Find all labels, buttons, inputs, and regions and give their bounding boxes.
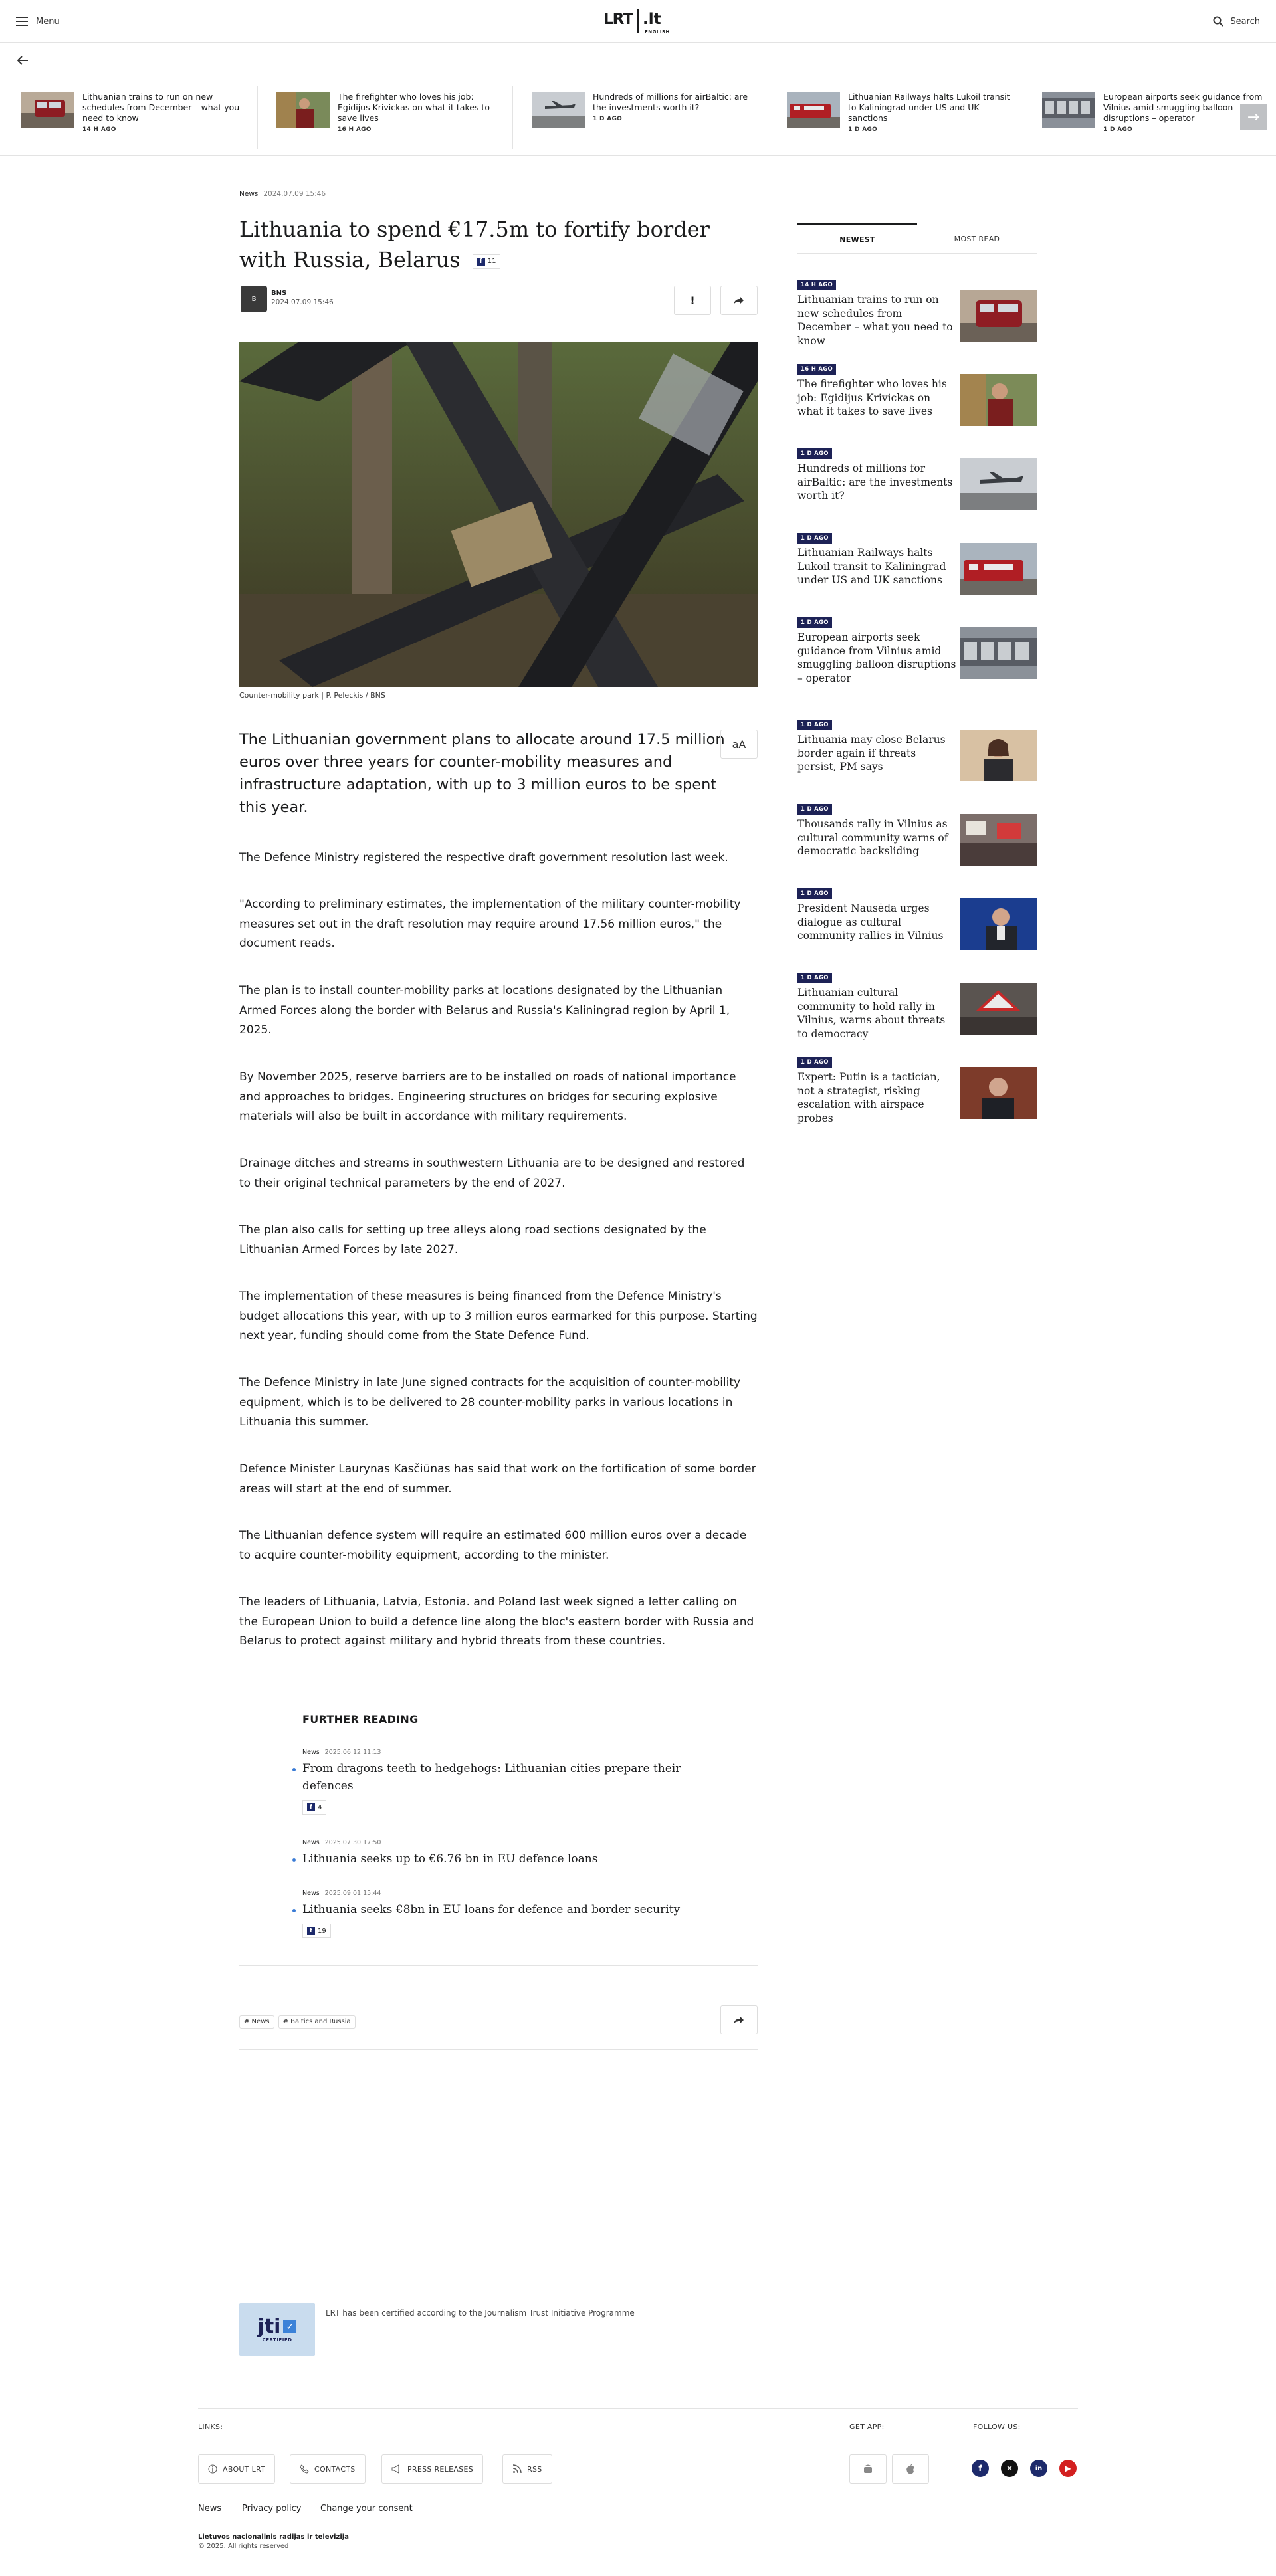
- divider: [239, 1965, 758, 1966]
- sidebar-item[interactable]: [798, 614, 1037, 684]
- android-app-button[interactable]: [849, 2454, 887, 2484]
- fr-date: 2025.06.12 11:13: [324, 1749, 381, 1756]
- author-block: [241, 286, 334, 312]
- rss-icon: [512, 2464, 522, 2474]
- footer-divider: [198, 2408, 1078, 2409]
- strip-time: 16 H AGO: [338, 126, 372, 133]
- site-header: [0, 0, 1276, 43]
- fr-category[interactable]: News: [302, 1890, 320, 1897]
- sidebar-time-badge: 1 D AGO: [798, 533, 832, 544]
- article-title: [239, 214, 758, 275]
- sidebar-title[interactable]: The firefighter who loves his job: Egidijus Krivickas on what it takes to save lives: [798, 378, 947, 417]
- author-date: 2024.07.09 15:46: [271, 298, 334, 306]
- strip-title: European airports seek guidance from Vilnius amid smuggling balloon disruptions – operator: [1103, 92, 1263, 123]
- author-name[interactable]: BNS: [271, 290, 287, 297]
- article-paragraph: By November 2025, reserve barriers are to be installed on roads of national importance and approaches to bridges. Engineering structures on bridges for securing explosive materials will also be built in accordance with military requirements.: [239, 1070, 736, 1123]
- strip-next-button[interactable]: [1240, 104, 1267, 130]
- thumbnail-airplane: [960, 458, 1037, 510]
- tag-news[interactable]: # News: [239, 2015, 274, 2029]
- sidebar-title[interactable]: President Nausėda urges dialogue as cultural community rallies in Vilnius: [798, 902, 944, 941]
- thumbnail-cultural-rally: [960, 983, 1037, 1035]
- arrow-right-icon: →: [1247, 108, 1260, 126]
- fr-title[interactable]: From dragons teeth to hedgehogs: Lithuanian cities prepare their defences: [292, 1760, 704, 1795]
- image-caption: Counter-mobility park | P. Peleckis / BNS: [239, 691, 385, 700]
- strip-title: Lithuanian Railways halts Lukoil transit to Kaliningrad under US and UK sanctions: [848, 92, 1010, 123]
- info-icon: [208, 2464, 217, 2474]
- jti-logo: [258, 2316, 297, 2337]
- thumbnail-train: [21, 92, 74, 128]
- further-reading-item[interactable]: [292, 1890, 704, 1938]
- site-logo[interactable]: [603, 8, 673, 36]
- sidebar-time-badge: 1 D AGO: [798, 720, 832, 730]
- footer-copyright: © 2025. All rights reserved: [198, 2543, 289, 2550]
- strip-item[interactable]: [1042, 92, 1269, 144]
- fr-date: 2025.09.01 15:44: [324, 1890, 381, 1897]
- facebook-share-count[interactable]: [302, 1800, 326, 1815]
- article-paragraph: Drainage ditches and streams in southwestern Lithuania are to be designed and restored to their original technical parameters by the end of 2027.: [239, 1157, 745, 1190]
- sidebar-item[interactable]: [798, 530, 1037, 596]
- sidebar-time-badge: 1 D AGO: [798, 973, 832, 983]
- sidebar-title[interactable]: Hundreds of millions for airBaltic: are the investments worth it?: [798, 462, 953, 502]
- thumbnail-president: [960, 898, 1037, 950]
- sidebar-title[interactable]: Lithuanian trains to run on new schedules from December – what you need to know: [798, 294, 953, 347]
- strip-item[interactable]: [21, 92, 249, 144]
- strip-item[interactable]: [532, 92, 759, 144]
- font-size-icon: aA: [732, 738, 746, 751]
- rss-label: RSS: [527, 2464, 542, 2474]
- report-button[interactable]: [674, 286, 711, 315]
- latest-news-strip: [0, 78, 1276, 156]
- check-icon: ✓: [283, 2320, 296, 2333]
- footer-app-label: GET APP:: [849, 2423, 885, 2431]
- share-button-bottom[interactable]: [720, 2005, 758, 2034]
- logo-lt: .lt: [643, 11, 661, 28]
- article-paragraph: The plan also calls for setting up tree alleys along road sections designated by the Lithuanian Armed Forces by late 2027.: [239, 1223, 706, 1256]
- jti-certified-label: CERTIFIED: [262, 2337, 292, 2343]
- sidebar-time-badge: 1 D AGO: [798, 804, 832, 815]
- sidebar-item[interactable]: [798, 361, 1037, 427]
- sidebar-time-badge: 1 D AGO: [798, 1057, 832, 1068]
- sidebar-title[interactable]: Lithuanian Railways halts Lukoil transit to Kaliningrad under US and UK sanctions: [798, 547, 946, 586]
- thumbnail-airplane: [532, 92, 585, 128]
- footer-follow-label: FOLLOW US:: [973, 2423, 1021, 2431]
- article-lead: The Lithuanian government plans to allocate around 17.5 million euros over three years for counter-mobility measures and infrastructure adaptation, with up to 3 million euros to be spent this year.: [239, 731, 725, 816]
- sidebar-item[interactable]: [798, 716, 1037, 783]
- further-reading-item[interactable]: [292, 1749, 704, 1815]
- ios-app-button[interactable]: [892, 2454, 929, 2484]
- article-paragraph: The leaders of Lithuania, Latvia, Estonia. and Poland last week signed a letter calling on the European Union to build a defence line along the bloc's eastern border with Russia and Belarus to protect against military and hybrid threats from these countries.: [239, 1595, 754, 1648]
- strip-time: 14 H AGO: [82, 126, 116, 133]
- facebook-icon: f: [307, 1803, 315, 1811]
- article-category[interactable]: News: [239, 190, 259, 198]
- sidebar-item[interactable]: [798, 276, 1037, 347]
- share-arrow-icon: [733, 2015, 745, 2025]
- article-paragraph: Defence Minister Laurynas Kasčiūnas has said that work on the fortification of some border areas will start at the end of summer.: [239, 1462, 756, 1496]
- sidebar-time-badge: 1 D AGO: [798, 617, 832, 628]
- article-meta: [239, 190, 326, 198]
- apple-icon: [905, 2463, 916, 2475]
- menu-button[interactable]: [16, 12, 60, 31]
- android-icon: [863, 2463, 873, 2475]
- strip-item[interactable]: [787, 92, 1014, 144]
- phone-icon: [300, 2464, 309, 2474]
- about-lrt-button[interactable]: [198, 2454, 275, 2484]
- search-label: Search: [1230, 16, 1260, 27]
- contacts-label: CONTACTS: [314, 2464, 356, 2474]
- sidebar-tabs: [798, 223, 1037, 254]
- sidebar-title[interactable]: Thousands rally in Vilnius as cultural community warns of democratic backsliding: [798, 818, 948, 857]
- hamburger-icon: [16, 17, 28, 26]
- logo-divider: [637, 9, 639, 33]
- x-twitter-icon[interactable]: ✕: [1001, 2460, 1018, 2477]
- fb-count: 4: [318, 1803, 322, 1811]
- thumbnail-railway: [787, 92, 840, 128]
- further-reading-heading: FURTHER READING: [302, 1713, 419, 1726]
- thumbnail-firefighter: [960, 374, 1037, 426]
- article-paragraph: The Lithuanian defence system will require an estimated 600 million euros over a decade to acquire counter-mobility equipment, according to the minister.: [239, 1529, 747, 1562]
- back-button[interactable]: [16, 53, 31, 68]
- arrow-left-icon: [16, 53, 31, 68]
- fr-date: 2025.07.30 17:50: [324, 1839, 381, 1846]
- exclamation-icon: !: [690, 294, 695, 307]
- thumbnail-firefighter: [276, 92, 330, 128]
- strip-item[interactable]: [276, 92, 504, 144]
- article-title-text: Lithuania to spend €17.5m to fortify border with Russia, Belarus: [239, 217, 710, 272]
- article-paragraph: "According to preliminary estimates, the implementation of the military counter-mobility measures set out in the draft resolution may require around 17.56 million euros," the document reads.: [239, 898, 741, 950]
- facebook-share-count[interactable]: [473, 254, 501, 269]
- thumbnail-vilnius-sign: [960, 627, 1037, 679]
- article-paragraph: The Defence Ministry in late June signed contracts for the acquisition of counter-mobility equipment, which is to be delivered to 28 counter-mobility parks in various locations in Lithuania this summer.: [239, 1376, 741, 1429]
- jti-badge[interactable]: [239, 2303, 315, 2356]
- contacts-button[interactable]: [290, 2454, 366, 2484]
- footer-org: Lietuvos nacionalinis radijas ir televizija: [198, 2533, 349, 2541]
- sidebar-time-badge: 14 H AGO: [798, 280, 836, 290]
- share-arrow-icon: [733, 295, 745, 306]
- tab-newest[interactable]: NEWEST: [798, 223, 917, 254]
- thumbnail-pm: [960, 730, 1037, 781]
- counter-mobility-hedgehog-image: [239, 342, 758, 687]
- megaphone-icon: [391, 2464, 402, 2474]
- footer-link-news[interactable]: News: [198, 2504, 222, 2514]
- sidebar-item[interactable]: [798, 445, 1037, 512]
- footer-link-consent[interactable]: Change your consent: [320, 2504, 413, 2514]
- fb-count: 19: [318, 1927, 326, 1935]
- tag-list: [239, 2013, 360, 2029]
- sidebar-item[interactable]: [798, 969, 1037, 1040]
- thumbnail-putin: [960, 1067, 1037, 1119]
- facebook-share-count[interactable]: [302, 1924, 331, 1938]
- share-button[interactable]: [720, 286, 758, 315]
- fr-category[interactable]: News: [302, 1749, 320, 1756]
- tab-most-read[interactable]: MOST READ: [954, 234, 1000, 243]
- strip-title: Hundreds of millions for airBaltic: are the investments worth it?: [593, 92, 748, 112]
- thumbnail-vilnius-sign: [1042, 92, 1095, 128]
- facebook-icon[interactable]: f: [972, 2460, 989, 2477]
- tag-baltics-russia[interactable]: # Baltics and Russia: [278, 2015, 356, 2029]
- article-paragraph: The implementation of these measures is being financed from the Defence Ministry's budget allocations this year, with up to 3 million euros earmarked for this purpose. Starting next year, funding should come from the State Defence Fund.: [239, 1290, 758, 1342]
- sidebar-item[interactable]: [798, 801, 1037, 867]
- sidebar-title[interactable]: Lithuanian cultural community to hold rally in Vilnius, warns about threats to democracy: [798, 987, 946, 1040]
- fr-title[interactable]: Lithuania seeks €8bn in EU loans for defence and border security: [292, 1901, 704, 1918]
- rss-button[interactable]: [502, 2454, 552, 2484]
- sidebar-item[interactable]: [798, 885, 1037, 951]
- linkedin-icon[interactable]: in: [1030, 2460, 1047, 2477]
- search-icon: [1213, 16, 1223, 27]
- further-reading-item[interactable]: [292, 1839, 704, 1868]
- logo-subtitle: ENGLISH: [645, 29, 670, 35]
- youtube-icon[interactable]: ▶: [1059, 2460, 1077, 2477]
- press-releases-label: PRESS RELEASES: [407, 2464, 473, 2474]
- logo-lrt: LRT: [603, 11, 633, 28]
- strip-time: 1 D AGO: [848, 126, 878, 133]
- font-size-button[interactable]: [720, 730, 758, 759]
- sidebar-time-badge: 1 D AGO: [798, 448, 832, 459]
- article-paragraph: The plan is to install counter-mobility parks at locations designated by the Lithuanian Armed Forces along the border with Belarus and Russia's Kaliningrad region by April 1, 2025.: [239, 984, 730, 1037]
- sidebar-time-badge: 16 H AGO: [798, 364, 836, 375]
- article-paragraph: The Defence Ministry registered the respective draft government resolution last week.: [239, 851, 728, 864]
- footer-links-label: LINKS:: [198, 2423, 223, 2431]
- back-bar: [0, 43, 1276, 78]
- jti-logo-text: jti: [257, 2315, 281, 2338]
- search-button[interactable]: [1213, 12, 1260, 31]
- sidebar-time-badge: 1 D AGO: [798, 888, 832, 899]
- sidebar-title[interactable]: Expert: Putin is a tactician, not a strategist, risking escalation with airspace probes: [798, 1071, 940, 1124]
- fr-category[interactable]: News: [302, 1839, 320, 1846]
- thumbnail-train: [960, 290, 1037, 342]
- press-releases-button[interactable]: [381, 2454, 483, 2484]
- hero-image: [239, 342, 758, 687]
- divider: [239, 2049, 758, 2050]
- strip-title: Lithuanian trains to run on new schedules from December – what you need to know: [82, 92, 240, 123]
- facebook-icon: f: [477, 258, 485, 266]
- strip-time: 1 D AGO: [1103, 126, 1133, 133]
- menu-label: Menu: [36, 16, 60, 27]
- facebook-icon: f: [307, 1927, 315, 1935]
- strip-title: The firefighter who loves his job: Egidijus Krivickas on what it takes to save lives: [338, 92, 490, 123]
- strip-time: 1 D AGO: [593, 116, 623, 122]
- thumbnail-rally: [960, 814, 1037, 866]
- sidebar-title[interactable]: European airports seek guidance from Vilnius amid smuggling balloon disruptions – operator: [798, 631, 956, 684]
- jti-text: LRT has been certified according to the Journalism Trust Initiative Programme: [326, 2308, 635, 2318]
- fb-count: 11: [487, 257, 496, 265]
- footer-link-privacy[interactable]: Privacy policy: [242, 2504, 302, 2514]
- sidebar-item[interactable]: [798, 1054, 1037, 1124]
- thumbnail-railway: [960, 543, 1037, 595]
- about-lrt-label: ABOUT LRT: [223, 2464, 266, 2474]
- author-avatar: B: [241, 286, 267, 312]
- fr-title[interactable]: Lithuania seeks up to €6.76 bn in EU defence loans: [292, 1850, 704, 1868]
- sidebar-title[interactable]: Lithuania may close Belarus border again if threats persist, PM says: [798, 734, 946, 773]
- article-date: 2024.07.09 15:46: [263, 190, 326, 198]
